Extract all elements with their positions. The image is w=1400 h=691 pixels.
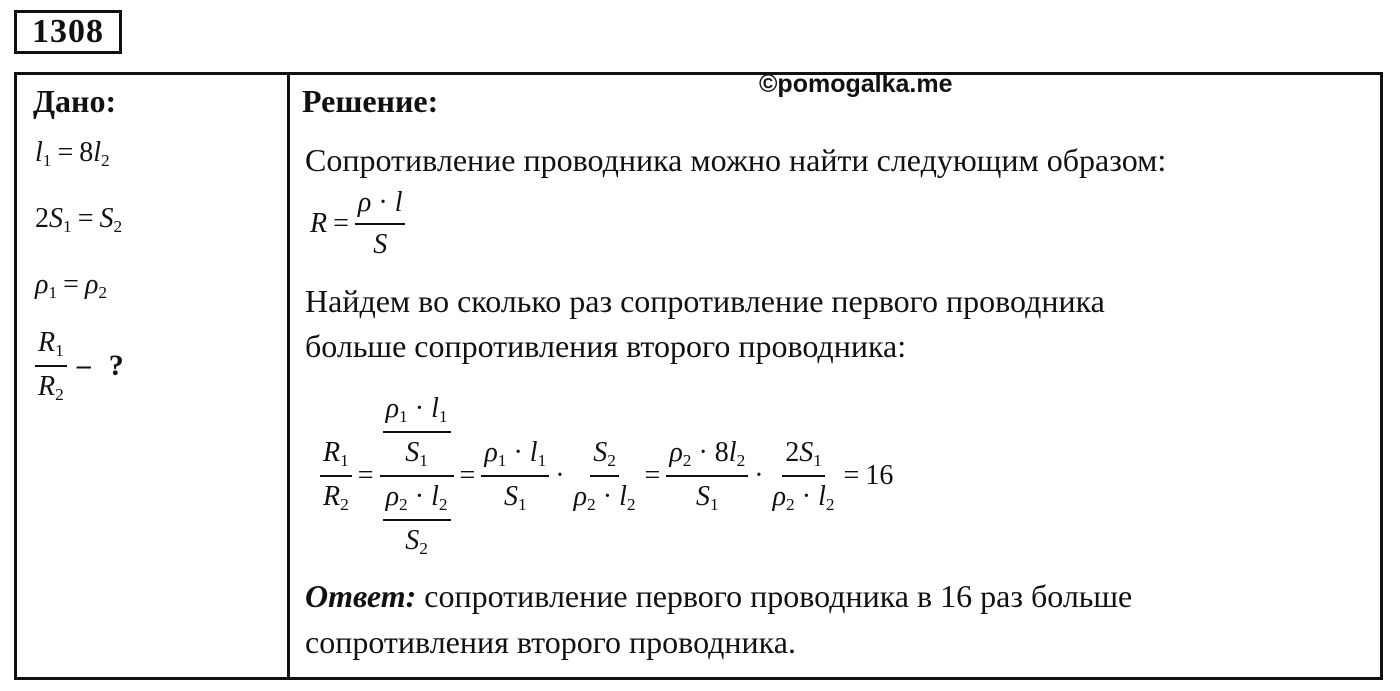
given-column (17, 75, 287, 677)
solution-heading: Решение: (302, 83, 439, 119)
given-heading: Дано: (33, 83, 117, 119)
solution-intro: Сопротивление проводника можно найти следующим образом: (305, 142, 1167, 178)
solution-table (14, 72, 1383, 680)
answer-line-2: сопротивления второго проводника. (305, 624, 796, 660)
answer-text-1: сопротивление первого проводника в 16 раз больше (424, 578, 1133, 614)
result-value: 16 (865, 459, 894, 491)
solution-step-line-2: больше сопротивления второго проводника: (305, 328, 907, 364)
unknown-question-mark: ? (108, 348, 124, 382)
ratio-derivation-formula: $\frac{R_1}{R_2}$ = $\frac{\frac{\rho_1 \cdot l_1}{S_1}}{\frac{\rho_2 \cdot l_2}{S_2}}$ = $\frac{\rho_1 \cdot l_1}{S_1}$ · $\frac{S_2}{\rho_2 \cdot l_2}$ = $\frac{\rho_2 \cdot 8l_2}{S_1}$ · $\frac{2S_1}{\rho_2 \cdot l_2}$ = 16 (320, 393, 893, 558)
resistance-formula: R = $\frac{\rho \cdot l}{S}$ (310, 187, 405, 261)
answer-label: Ответ: (305, 578, 417, 614)
given-length-relation: $l_1 = 8l_2$ (35, 137, 110, 170)
given-unknown: $\frac{R_1}{R_2}$ – ? (35, 327, 124, 405)
problem-number: 1308 (14, 10, 122, 54)
given-resistivity-relation: $\rho_1 = \rho_2$ (35, 269, 108, 302)
given-area-relation: $2S_1 = S_2$ (35, 203, 123, 236)
answer-line-1 (305, 580, 1132, 612)
solution-step-line-1: Найдем во сколько раз сопротивление первого проводника (305, 283, 1105, 319)
solution-column (290, 70, 1380, 677)
watermark: ©pomogalka.me (759, 70, 953, 98)
